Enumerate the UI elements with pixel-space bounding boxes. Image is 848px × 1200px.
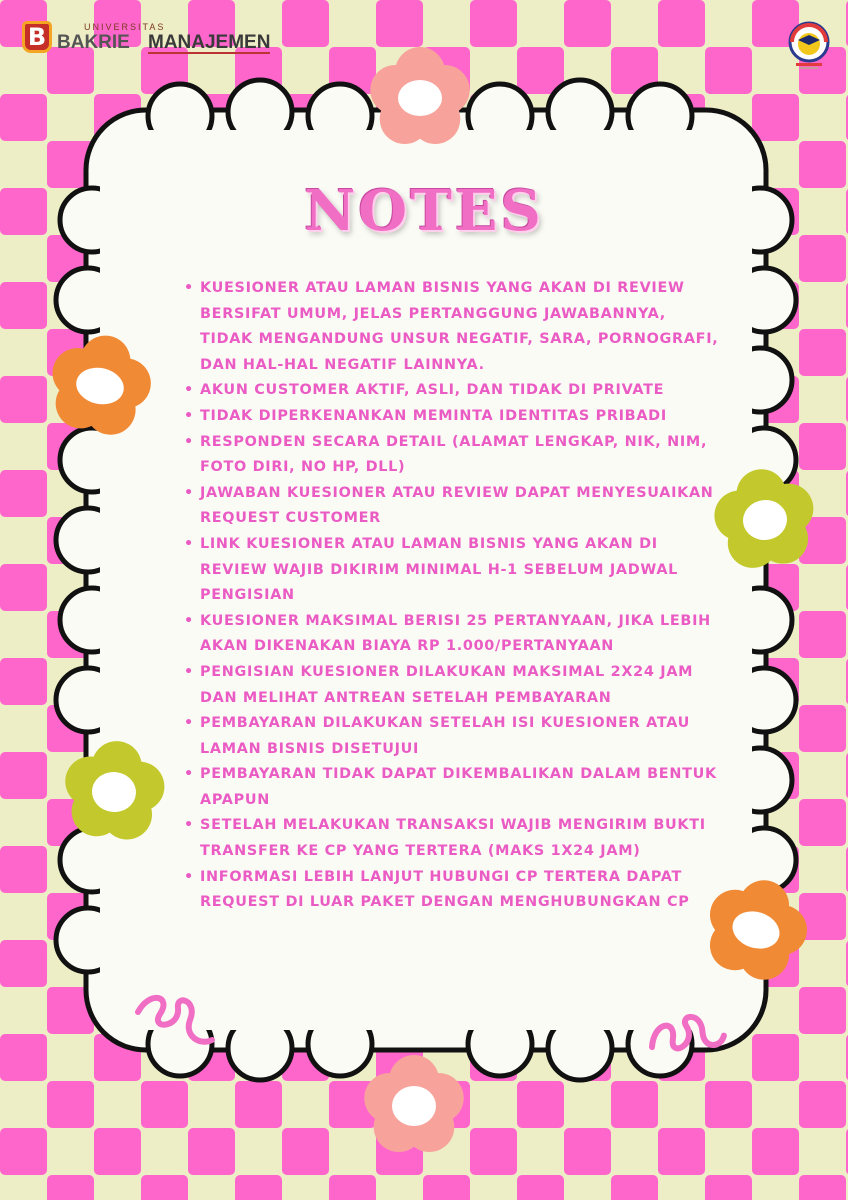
- rule-item: • JAWABAN KUESIONER ATAU REVIEW DAPAT MENYESUAIKAN REQUEST CUSTOMER: [184, 481, 724, 532]
- rule-item: • PEMBAYARAN TIDAK DAPAT DIKEMBALIKAN DALAM BENTUK APAPUN: [184, 762, 724, 813]
- rule-item: • PENGISIAN KUESIONER DILAKUKAN MAKSIMAL 2X24 JAM DAN MELIHAT ANTREAN SETELAH PEMBAYARAN: [184, 660, 724, 711]
- page-title: NOTES: [304, 178, 544, 244]
- rule-item: • RESPONDEN SECARA DETAIL (ALAMAT LENGKAP, NIK, NIM, FOTO DIRI, NO HP, DLL): [184, 430, 724, 481]
- rule-item: • TIDAK DIPERKENANKAN MEMINTA IDENTITAS PRIBADI: [184, 404, 724, 430]
- organization-logo: [782, 18, 836, 72]
- department-name: MANAJEMEN: [148, 32, 271, 53]
- rule-item: • KUESIONER ATAU LAMAN BISNIS YANG AKAN DI REVIEW BERSIFAT UMUM, JELAS PERTANGGUNG JAWABANNYA, TIDAK MENGANDUNG UNSUR NEGATIF, SARA, PORNOGRAFI, DAN HAL-HAL NEGATIF LAINNYA.: [184, 276, 724, 378]
- university-tag: UNIVERSITAS: [84, 22, 166, 32]
- university-shield-icon: [22, 21, 52, 53]
- rule-item: • AKUN CUSTOMER AKTIF, ASLI, DAN TIDAK DI PRIVATE: [184, 378, 724, 404]
- logo-letter: B: [27, 23, 47, 51]
- university-logo: [22, 20, 280, 54]
- rule-item: • KUESIONER MAKSIMAL BERISI 25 PERTANYAAN, JIKA LEBIH AKAN DIKENAKAN BIAYA RP 1.000/PERTANYAAN: [184, 609, 724, 660]
- rule-item: • INFORMASI LEBIH LANJUT HUBUNGI CP TERTERA DAPAT REQUEST DI LUAR PAKET DENGAN MENGHUBUNGKAN CP: [184, 865, 724, 916]
- rule-item: • LINK KUESIONER ATAU LAMAN BISNIS YANG AKAN DI REVIEW WAJIB DIKIRIM MINIMAL H-1 SEBELUM JADWAL PENGISIAN: [184, 532, 724, 609]
- rules-list: [184, 276, 724, 916]
- rule-item: • SETELAH MELAKUKAN TRANSAKSI WAJIB MENGIRIM BUKTI TRANSFER KE CP YANG TERTERA (MAKS 1X24 JAM): [184, 813, 724, 864]
- university-name: BAKRIE: [57, 32, 130, 53]
- header: [0, 0, 848, 80]
- rule-item: • PEMBAYARAN DILAKUKAN SETELAH ISI KUESIONER ATAU LAMAN BISNIS DISETUJUI: [184, 711, 724, 762]
